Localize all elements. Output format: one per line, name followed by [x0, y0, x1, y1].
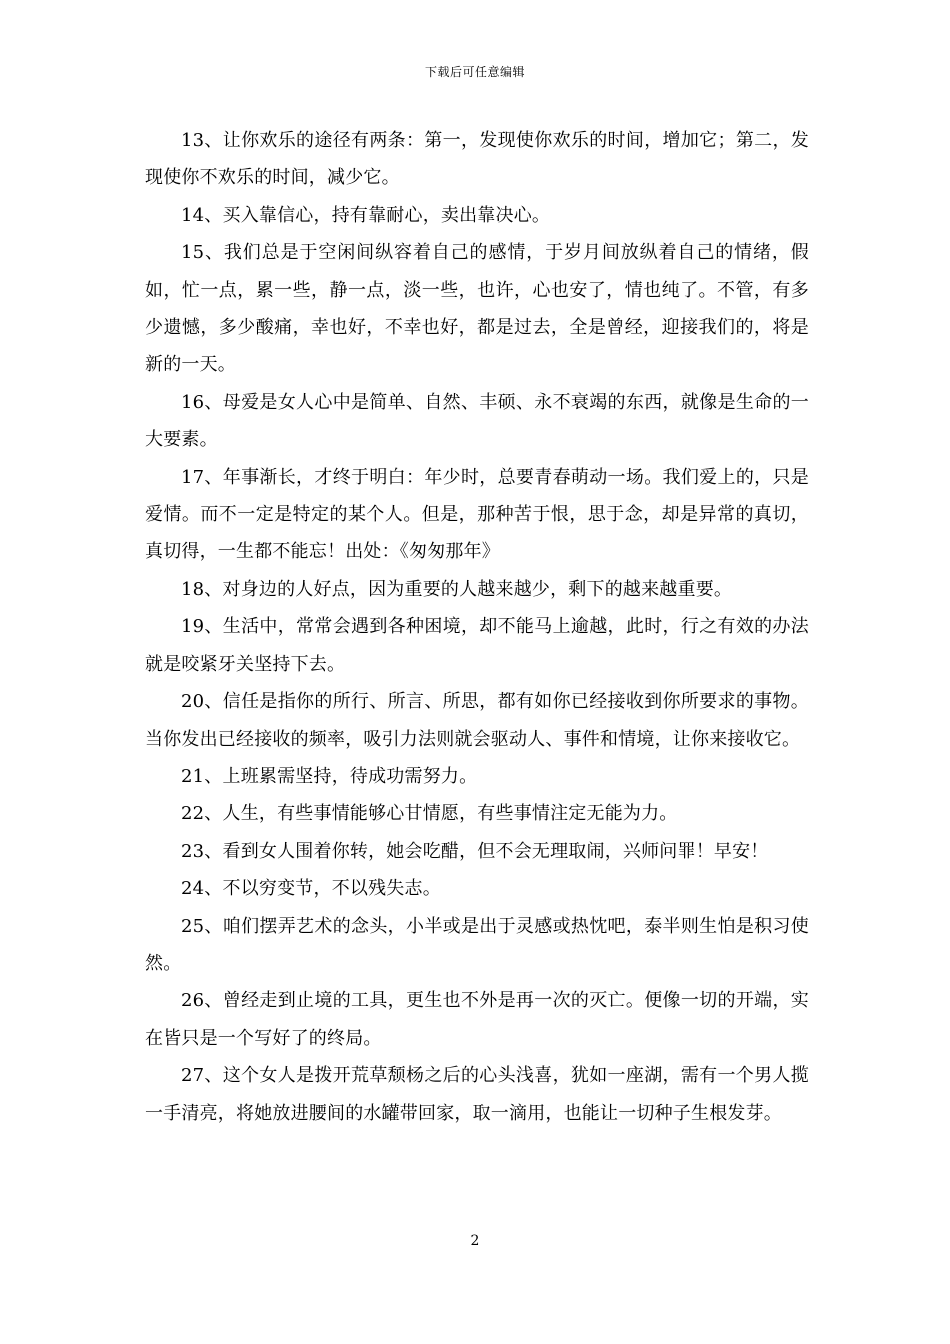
paragraph-19: 19、生活中，常常会遇到各种困境，却不能马上逾越，此时，行之有效的办法就是咬紧牙关坚持下去。	[145, 616, 809, 675]
page-number: 2	[470, 1233, 480, 1249]
paragraph-17: 17、年事渐长，才终于明白：年少时，总要青春萌动一场。我们爱上的，只是爱情。而不一定是特定的某个人。但是，那种苦于恨，思于念，却是异常的真切，真切得，一生都不能忘！出处：《匆匆那年》	[145, 466, 809, 563]
paragraph-16: 16、母爱是女人心中是简单、自然、丰硕、永不衰竭的东西，就像是生命的一大要素。	[145, 391, 809, 451]
paragraph-15: 15、我们总是于空闲间纵容着自己的感情，于岁月间放纵着自己的情绪，假如，忙一点，累一些，静一点，淡一些，也许，心也安了，情也纯了。不管，有多少遗憾，多少酸痛，幸也好，不幸也好，都是过去，全是曾经，迎接我们的，将是新的一天。	[145, 242, 809, 376]
page-header: 下载后可任意编辑	[424, 65, 525, 79]
paragraph-27: 27、这个女人是拨开荒草颓杨之后的心头浅喜，犹如一座湖，需有一个男人揽一手清亮，将她放进腰间的水罐带回家，取一滴用，也能让一切种子生根发芽。	[145, 1065, 809, 1124]
paragraph-14: 14、买入靠信心，持有靠耐心，卖出靠决心。	[181, 204, 551, 226]
paragraph-26: 26、曾经走到止境的工具，更生也不外是再一次的灭亡。便像一切的开端，实在皆只是一个写好了的终局。	[145, 990, 809, 1049]
paragraph-25: 25、咱们摆弄艺术的念头，小半或是出于灵感或热忱吧，泰半则生怕是积习使然。	[145, 915, 809, 974]
page-body	[145, 122, 809, 1132]
paragraph-21: 21、上班累需坚持，待成功需努力。	[181, 765, 478, 787]
paragraph-22: 22、人生，有些事情能够心甘情愿，有些事情注定无能为力。	[181, 803, 678, 825]
paragraph-20: 20、信任是指你的所行、所言、所思，都有如你已经接收到你所要求的事物。当你发出已经接收的频率，吸引力法则就会驱动人、事件和情境，让你来接收它。	[145, 691, 809, 750]
paragraph-18: 18、对身边的人好点，因为重要的人越来越少，剩下的越来越重要。	[181, 578, 733, 600]
paragraph-13: 13、让你欢乐的途径有两条：第一，发现使你欢乐的时间，增加它；第二，发现使你不欢乐的时间，减少它。	[145, 130, 809, 189]
paragraph-23: 23、看到女人围着你转，她会吃醋，但不会无理取闹，兴师问罪！早安！	[181, 840, 769, 862]
paragraph-24: 24、不以穷变节，不以残失志。	[181, 878, 441, 900]
